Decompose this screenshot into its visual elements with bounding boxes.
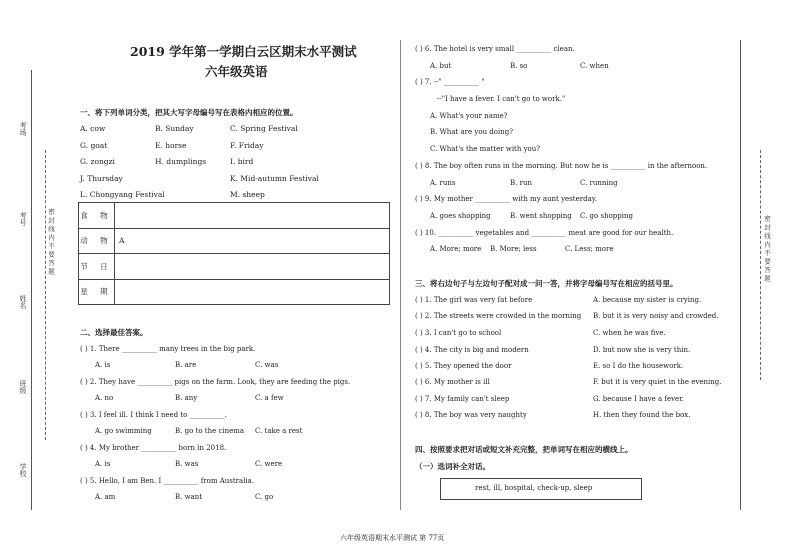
category-answer-animal[interactable]: A: [115, 228, 390, 254]
question-option: A. but: [430, 62, 452, 70]
binding-warning-left: 密 封 线 内 不 要 答 题: [47, 208, 55, 275]
match-right-item: H. then they found the box.: [593, 411, 691, 419]
question-option: C. a few: [255, 394, 284, 402]
table-row: [79, 279, 390, 305]
word-i: I. bird: [230, 157, 254, 166]
table-row: [79, 254, 390, 280]
question-option: A. is: [95, 361, 111, 369]
question-option: C. take a rest: [255, 427, 303, 435]
category-answer-festival[interactable]: [115, 254, 390, 280]
word-m: M. sheep: [230, 190, 265, 199]
binding-line-left-dashed: [45, 150, 46, 440]
word-g: G. zongzi: [80, 157, 115, 166]
section3-heading: 三、将右边句子与左边句子配对成一问一答，并将字母编号写在相应的括号里。: [415, 279, 678, 288]
section1-heading: 一、将下列单词分类，把其大写字母编号写在表格内相应的位置。: [80, 108, 298, 117]
binding-warning-right: 密 封 线 内 不 要 答 题: [763, 215, 771, 282]
page-footer: 六年级英语期末水平测试 第 77页: [340, 534, 445, 542]
question-option: B. go to the cinema: [175, 427, 245, 435]
question-option: B. went shopping: [510, 212, 572, 220]
question-option: A. go swimming: [95, 427, 152, 435]
match-left-item: ( ) 3. I can't go to school: [415, 329, 502, 337]
binding-field-room: 考场: [19, 122, 27, 136]
category-label-animal: 动 物: [79, 228, 115, 254]
question-option: B. are: [175, 361, 197, 369]
question-option: B. More; less: [490, 245, 537, 253]
question-stem: ( ) 2. They have __________ pigs on the farm. Look, they are feeding the pigs.: [80, 378, 351, 386]
table-row: [79, 228, 390, 254]
question-stem: ( ) 8. The boy often runs in the morning. But now he is __________ in the afternoon.: [415, 162, 708, 170]
table-row: [79, 203, 390, 229]
question-stem: ( ) 7. --" __________ ": [415, 78, 485, 86]
match-right-item: C. when he was five.: [593, 329, 666, 337]
word-h: H. dumplings: [155, 157, 207, 166]
word-k: K. Mid-autumn Festival: [230, 174, 319, 183]
word-l: L. Chongyang Festival: [80, 190, 165, 199]
category-table: [78, 202, 390, 305]
match-left-item: ( ) 2. The streets were crowded in the morning: [415, 312, 582, 320]
category-answer-food[interactable]: [115, 203, 390, 229]
binding-field-number: 考号: [19, 212, 27, 226]
question-option: C. go shopping: [580, 212, 633, 220]
word-f: F. Friday: [230, 141, 264, 150]
question-option: A. More; more: [430, 245, 482, 253]
question-option: A. is: [95, 460, 111, 468]
word-e: E. horse: [155, 141, 187, 150]
page-subtitle: 六年级英语: [205, 64, 268, 79]
question-stem: ( ) 3. I feel ill. I think I need to __________.: [80, 411, 227, 419]
question-stem: ( ) 1. There __________ many trees in the big park.: [80, 345, 256, 353]
question-option: B. was: [175, 460, 199, 468]
question-stem: ( ) 4. My brother __________ born in 2018.: [80, 444, 227, 452]
match-right-item: D. but now she is very thin.: [593, 346, 691, 354]
question-option: C. was: [255, 361, 279, 369]
match-left-item: ( ) 1. The girl was very fat before: [415, 296, 533, 304]
binding-line-right: [740, 40, 741, 510]
category-answer-weekday[interactable]: [115, 279, 390, 305]
match-right-item: A. because my sister is crying.: [593, 296, 702, 304]
question-option: C. go: [255, 493, 274, 501]
match-left-item: ( ) 5. They opened the door: [415, 362, 512, 370]
word-b: B. Sunday: [155, 124, 194, 133]
question-option: B. any: [175, 394, 198, 402]
match-left-item: ( ) 7. My family can't sleep: [415, 395, 510, 403]
match-right-item: G. because I have a fever.: [593, 395, 685, 403]
question-option: A. no: [95, 394, 114, 402]
question-option: B. want: [175, 493, 203, 501]
question-option: B. run: [510, 179, 532, 187]
question-option: C. Less; more: [565, 245, 614, 253]
match-right-item: F. but it is very quiet in the evening.: [593, 378, 722, 386]
question-stem: ( ) 10. __________ vegetables and __________ meat are good for our health.: [415, 229, 674, 237]
match-left-item: ( ) 6. My mother is ill: [415, 378, 490, 386]
question-dialogue: --"I have a fever. I can't go to work.": [437, 95, 566, 103]
match-left-item: ( ) 8. The boy was very naughty: [415, 411, 527, 419]
match-right-item: E. so I do the housework.: [593, 362, 684, 370]
binding-field-school: 学校: [19, 463, 27, 477]
section2-heading: 二、选择最佳答案。: [80, 328, 148, 337]
binding-field-name: 姓名: [19, 295, 27, 309]
page-title: 2019 学年第一学期白云区期末水平测试: [130, 44, 357, 59]
question-option: C. What's the matter with you?: [430, 145, 541, 153]
question-option: A. goes shopping: [430, 212, 491, 220]
question-option: C. were: [255, 460, 283, 468]
question-option: A. What's your name?: [430, 112, 508, 120]
category-label-food: 食 物: [79, 203, 115, 229]
word-a: A. cow: [80, 124, 106, 133]
binding-field-class: 班级: [19, 380, 27, 394]
question-stem: ( ) 9. My mother __________ with my aunt yesterday.: [415, 195, 597, 203]
binding-line-left: [31, 70, 32, 510]
binding-line-right-dashed: [760, 150, 761, 380]
question-option: B. What are you doing?: [430, 128, 513, 136]
question-option: A. am: [95, 493, 116, 501]
question-option: C. running: [580, 179, 618, 187]
section4-subheading: （一）选词补全对话。: [415, 462, 490, 471]
section4-heading: 四、按照要求把对话或短文补充完整，把单词写在相应的横线上。: [415, 445, 633, 454]
match-left-item: ( ) 4. The city is big and modern: [415, 346, 529, 354]
question-option: C. when: [580, 62, 609, 70]
question-stem: ( ) 5. Hello, I am Ben. I __________ from Australia.: [80, 477, 255, 485]
question-option: A. runs: [430, 179, 456, 187]
word-d: G. goat: [80, 141, 108, 150]
match-right-item: B. but it is very noisy and crowded.: [593, 312, 719, 320]
category-label-weekday: 星 期: [79, 279, 115, 305]
question-option: B. so: [510, 62, 528, 70]
column-divider: [400, 40, 401, 510]
question-stem: ( ) 6. The hotel is very small __________ clean.: [415, 45, 575, 53]
word-j: J. Thursday: [80, 174, 123, 183]
category-label-festival: 节 日: [79, 254, 115, 280]
word-bank-words: rest, ill, hospital, check-up, sleep: [475, 484, 593, 492]
word-c: C. Spring Festival: [230, 124, 298, 133]
